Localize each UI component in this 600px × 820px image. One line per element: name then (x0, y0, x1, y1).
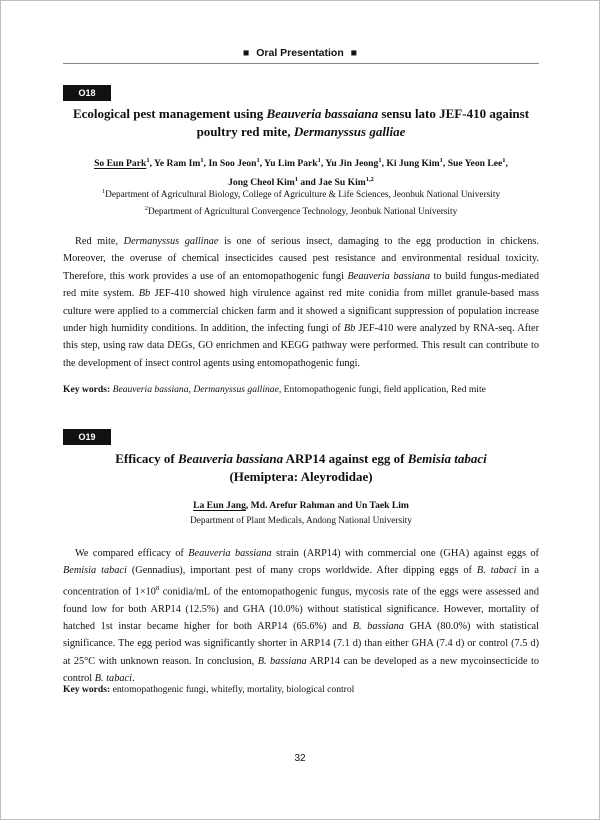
keywords-label: Key words: (63, 384, 111, 395)
author-name: Ki Jung Kim (386, 158, 440, 170)
body-text: ARP14 can be developed as a new mycoinsecticide to control (63, 655, 540, 685)
title-text: ARP14 against egg of (283, 451, 408, 466)
body-text: to build fungus-mediated red mite system. (63, 270, 539, 300)
affiliation-o19: Department of Plant Medicals, Andong National University (190, 516, 412, 526)
header-label: Oral Presentation (256, 47, 344, 59)
body-species: B. bassiana (352, 621, 404, 633)
author-names: , Md. Arefur Rahman and Un Taek Lim (245, 500, 409, 511)
abstract-id-badge-o18: O18 (63, 85, 111, 101)
author-name: Yu Lim Park (264, 158, 318, 170)
author-name: Sue Yeon Lee (447, 158, 503, 170)
abstract-title-o18 (63, 105, 539, 141)
author-and: and (300, 177, 316, 189)
title-text: Ecological pest management using (72, 106, 267, 121)
body-species: Beauveria bassiana (188, 548, 272, 559)
title-text: Efficacy of (115, 451, 179, 466)
keywords-species: Beauveria bassiana, Dermanyssus gallinae, (112, 384, 282, 395)
header-marker-left: ■ (242, 47, 250, 59)
body-species: Bemisia tabaci (63, 565, 127, 577)
author-sup: 1 (256, 157, 260, 164)
title-species: Dermanyssus galliae (293, 124, 406, 139)
affiliations-o18 (63, 185, 539, 219)
body-text: GHA (80.0%) with statistical significance. The egg period was significantly shorter in ARP14 (7.1 d) than either GHA (7.4 d) or control (7.5 d) at 25°C with unknown reason. In conclusion, (63, 621, 539, 667)
header-divider (63, 63, 539, 64)
author-name: Yu Jin Jeong (325, 158, 379, 170)
keywords-o18 (63, 383, 539, 397)
affiliation-sup: 2 (144, 205, 148, 213)
body-text: JEF-410 were analyzed by RNA-seq. After this step, using raw data DEGs, GO enrichmen and KEGG pathway were performed. This result can contribute to the development of insect control agents using entomopathogenic fungi. (63, 323, 540, 369)
affiliation-1: Department of Agricultural Biology, College of Agriculture & Life Sciences, Jeonbuk National University (105, 190, 501, 201)
body-text: We compared efficacy of (75, 548, 189, 559)
body-text: in a concentration of 1×10 (63, 565, 539, 598)
section-header (1, 47, 599, 59)
body-text: . (131, 673, 135, 685)
author-sup: 1 (200, 157, 204, 164)
presenting-author: La Eun Jang (193, 500, 246, 511)
body-text: conidia/mL of the entomopathogenic fungus, mycosis rate of the eggs were assessed and found low for both ARP14 (12.5%) and GHA (10.0%) without statistical significance. However, mortality of hatched 1st instar became higher for both ARP14 (65.6%) and (63, 586, 539, 633)
affiliation-2: Department of Agricultural Convergence Technology, Jeonbuk National University (147, 207, 458, 218)
abstract-id-badge-o19: O19 (63, 429, 111, 445)
body-text: JEF-410 showed high virulence against red mite conidia from millet granule-based mass culture were applied to a commercial chicken farm and it showed a significant suppression of population increase under high humidity conditions. In addition, the infecting fungi of (63, 288, 539, 335)
body-species: Bb (138, 288, 151, 300)
author-name: Jong Cheol Kim (228, 177, 295, 189)
title-text: (Hemiptera: Aleyrodidae) (229, 469, 373, 484)
affiliation-sup: 1 (101, 188, 106, 195)
author-sup: 1 (502, 157, 506, 164)
title-text: poultry red mite, (196, 124, 294, 139)
keywords-label: Key words: (63, 684, 111, 695)
author-sup: 1 (317, 157, 321, 164)
page-number: 32 (294, 753, 306, 764)
author-name: In Soo Jeon (208, 158, 257, 170)
title-species: Bemisia tabaci (407, 451, 487, 466)
body-species: B. bassiana (257, 655, 307, 667)
keywords-text: Entomopathogenic fungi, field application, Red mite (281, 384, 486, 395)
title-species: Beauveria bassiana (178, 451, 284, 466)
author-sup: 1 (146, 157, 150, 164)
presenting-author: So Eun Park (94, 158, 147, 170)
body-species: B. tabaci (94, 673, 132, 685)
author-name: Ye Ram Im (154, 158, 201, 170)
body-text: is one of serious insect, damaging to the egg production in chickens. Moreover, the overuse of chemical insecticides caused pest resistance and environmental residual toxicity. Therefore, this work provides a use of an entomopathogenic fungi (63, 236, 539, 282)
body-species: Bb (343, 323, 356, 335)
title-text: sensu lato JEF-410 against (378, 106, 530, 121)
author-sup: 1 (378, 157, 382, 164)
header-marker-right: ■ (350, 47, 358, 59)
abstract-body-o18 (63, 233, 539, 372)
author-list-o18: So Eun Park$^1$, Ye Ram Im$^1$, In Soo Jeon$^1$, Yu Lim Park$^1$, Yu Jin Jeong$^1$, Ki Jung Kim$^1$, Sue Yeon Lee$^1$, Jong Cheol Kim$^1$ and Jae Su Kim$^{1,2}$ (94, 157, 508, 189)
author-name: Jae Su Kim (318, 177, 366, 189)
body-species: Beauveria bassiana (347, 270, 430, 282)
author-sup: 1 (294, 176, 299, 184)
body-text: Red mite, (75, 236, 124, 247)
abstract-title-o19 (63, 450, 539, 486)
author-sup: 1,2 (365, 176, 374, 184)
abstract-body-o19 (63, 545, 539, 688)
title-species: Beauveria bassaiana (266, 106, 379, 121)
exponent: 8 (155, 584, 160, 592)
keywords-text: entomopathogenic fungi, whitefly, mortality, biological control (110, 684, 355, 695)
keywords-o19 (63, 683, 539, 697)
body-species: B. tabaci (476, 565, 517, 577)
author-sup: 1 (439, 157, 443, 164)
body-species: Dermanyssus gallinae (123, 236, 219, 247)
author-list-o19 (63, 498, 539, 514)
body-text: strain (ARP14) with commercial one (GHA) against eggs of (271, 548, 539, 559)
body-text: (Gennadius), important pest of many crops worldwide. After dipping eggs of (126, 565, 477, 577)
